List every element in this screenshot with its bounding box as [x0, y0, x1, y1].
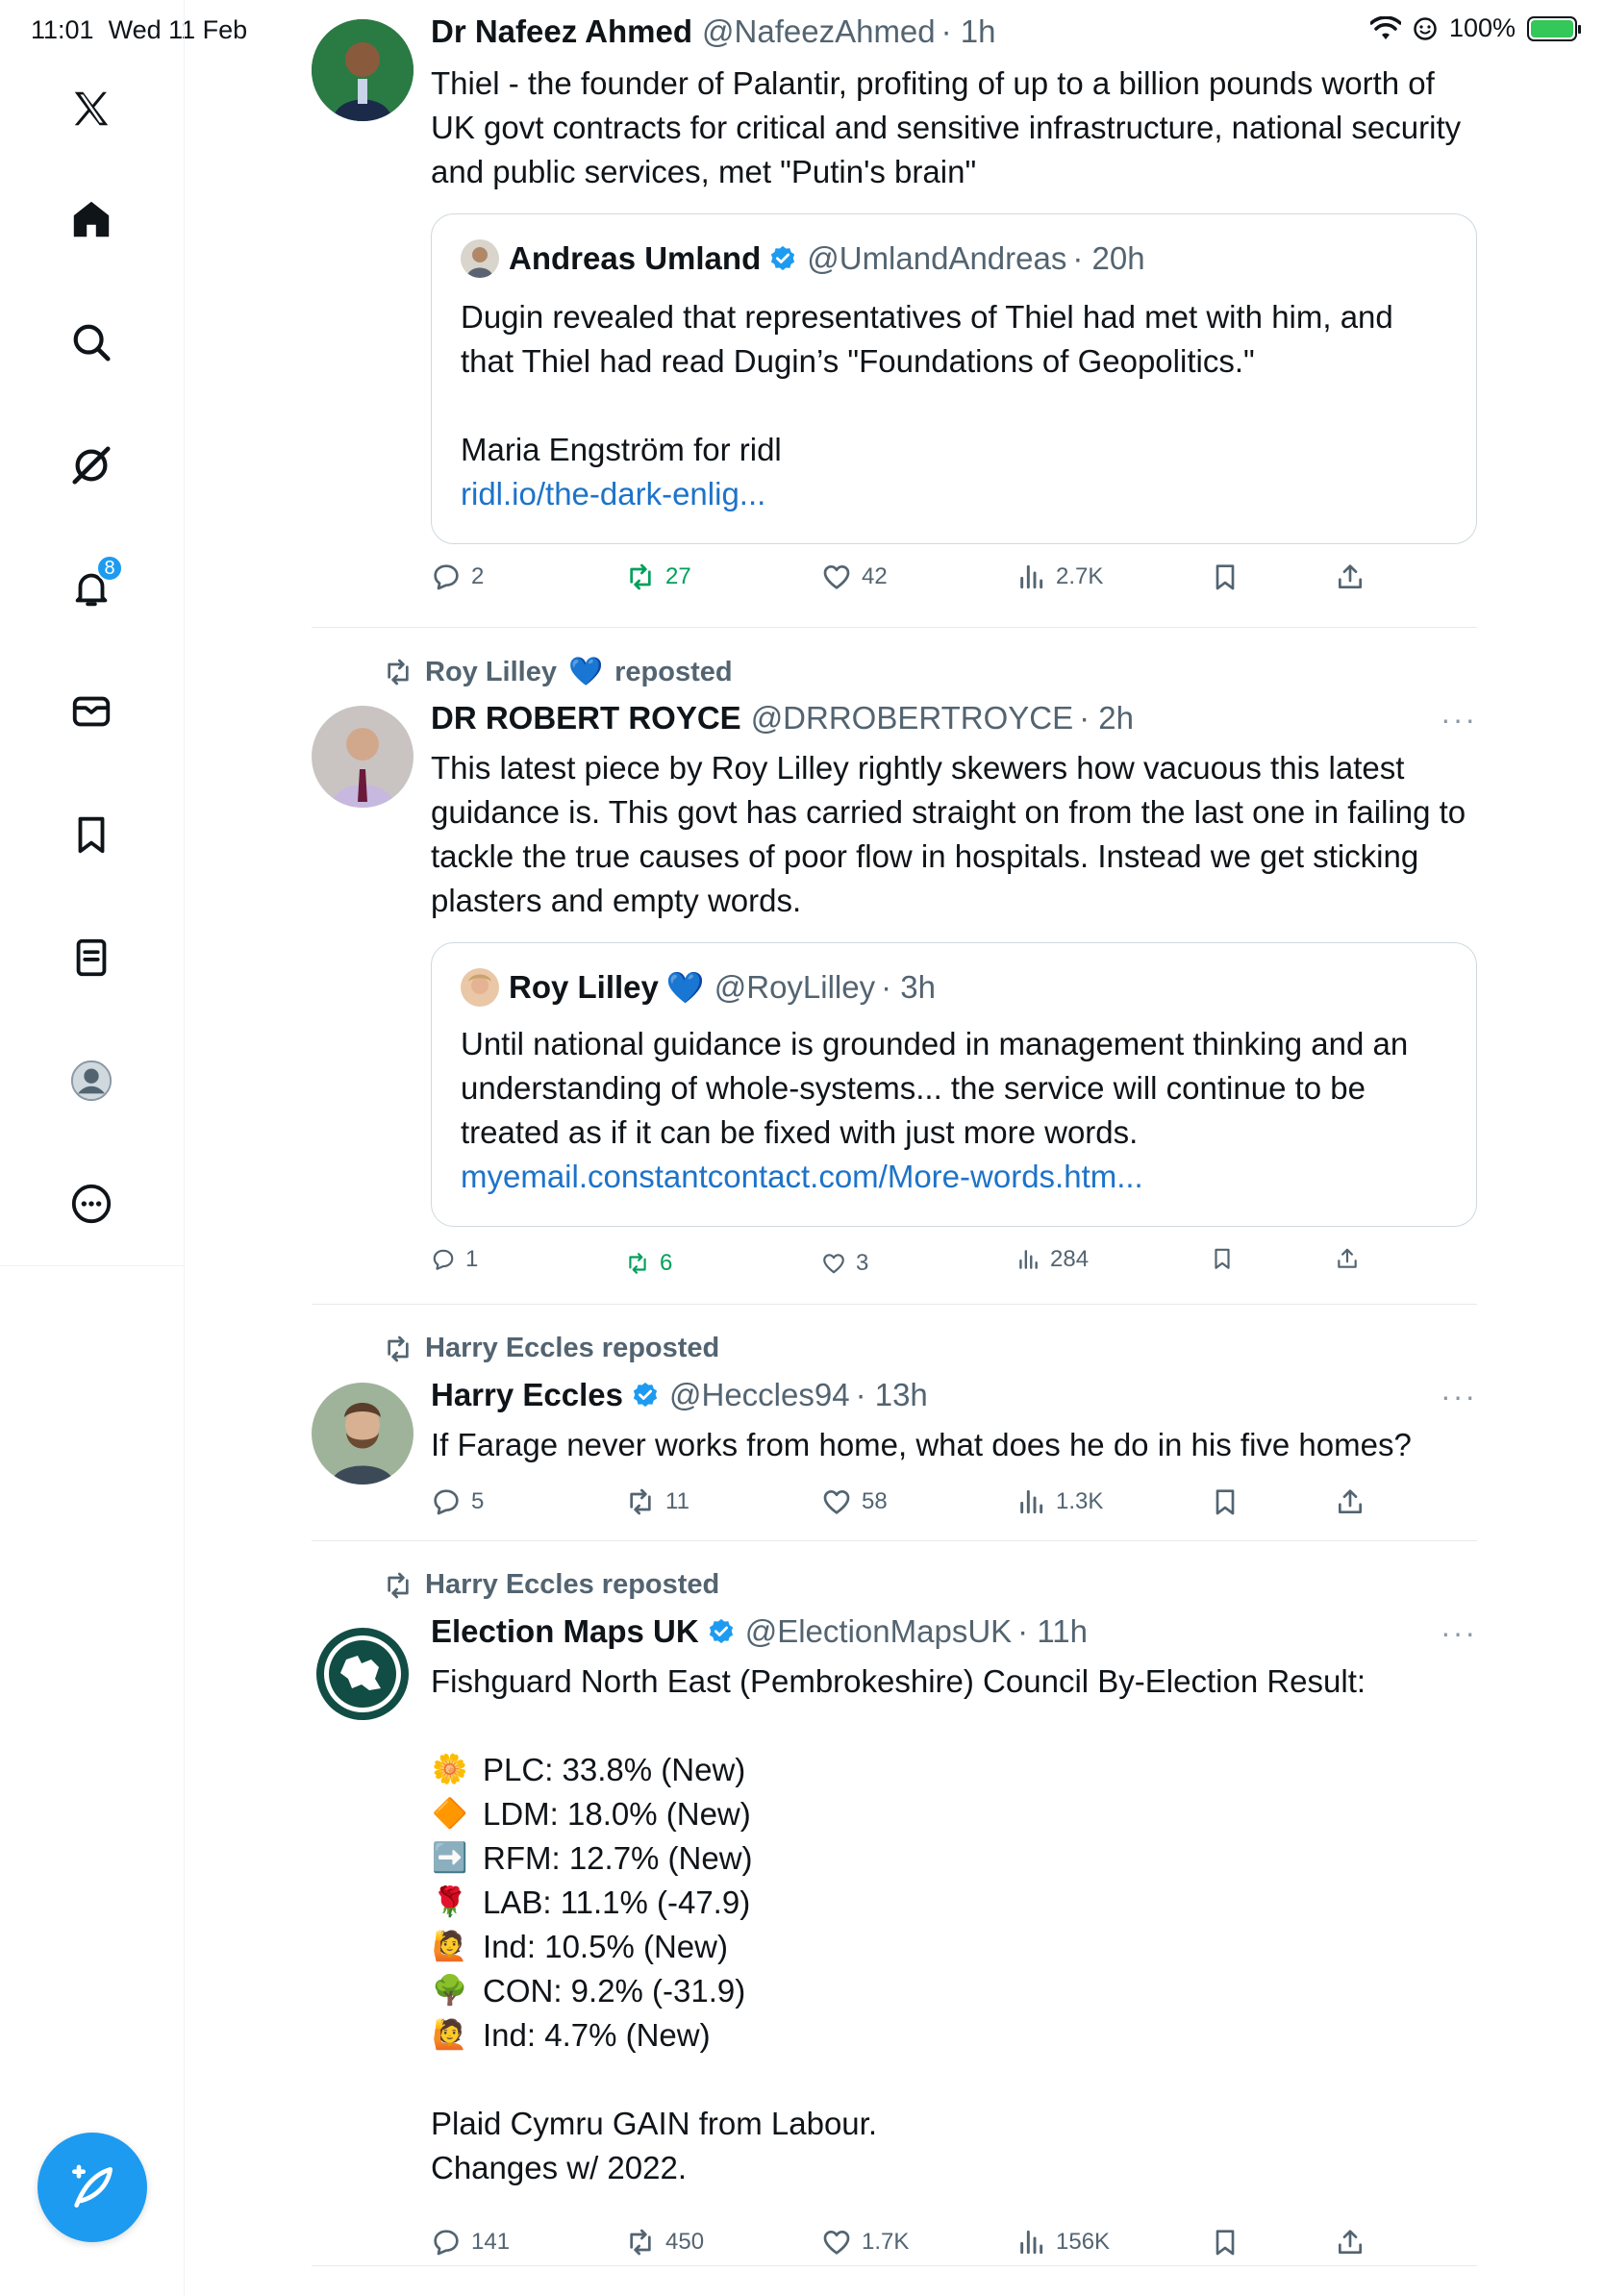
reply-count: 5	[471, 1488, 485, 1514]
sidebar-divider	[0, 1265, 185, 1266]
post-header	[431, 13, 996, 50]
verified-badge-icon	[768, 244, 797, 273]
repost-count: 6	[660, 1250, 673, 1276]
quote-author-handle: @RoyLilley	[714, 969, 876, 1005]
result-row: 🌼 PLC: 33.8% (New)	[432, 1752, 746, 1787]
author-handle[interactable]: @Heccles94	[668, 1377, 850, 1412]
post-text: This latest piece by Roy Lilley rightly skewers how vacuous this latest guidance is. This govt has carried straight on from the last one in failing to tackle the true causes of poor flow in hospitals. Instead we get sticking plasters and empty words.	[431, 750, 1466, 918]
repost-small-icon	[383, 1570, 414, 1601]
grok-icon[interactable]	[63, 437, 119, 493]
result-row: 🙋 Ind: 4.7% (New)	[432, 2017, 711, 2053]
like-count: 3	[856, 1250, 869, 1276]
author-handle[interactable]: @ElectionMapsUK	[744, 1613, 1013, 1649]
post-divider	[312, 2265, 1477, 2266]
repost-button[interactable]	[625, 2227, 704, 2258]
verified-badge-icon	[631, 1381, 660, 1410]
bookmark-icon	[1210, 2227, 1241, 2258]
reply-count: 1	[465, 1246, 479, 1272]
repost-button[interactable]	[625, 1486, 689, 1517]
reposted-label: reposted	[614, 656, 733, 687]
search-icon[interactable]	[63, 314, 119, 370]
reposted-by-label[interactable]: Harry Eccles reposted	[425, 1333, 720, 1363]
bookmark-button[interactable]	[1210, 1246, 1235, 1271]
more-menu-icon[interactable]: ···	[1441, 1615, 1477, 1650]
repost-icon	[625, 1486, 656, 1517]
reposted-by-label[interactable]: Harry Eccles reposted	[425, 1569, 720, 1600]
more-options-icon[interactable]	[63, 1176, 119, 1232]
share-button[interactable]	[1335, 2227, 1366, 2258]
repost-count: 27	[665, 563, 691, 589]
reply-icon	[431, 1247, 456, 1272]
repost-button[interactable]	[625, 562, 691, 592]
quote-header	[461, 968, 936, 1007]
bookmark-button[interactable]	[1210, 1486, 1241, 1517]
quote-link[interactable]: ridl.io/the-dark-enlig...	[461, 476, 766, 512]
repost-small-icon	[383, 1334, 414, 1364]
views-button[interactable]	[1015, 1486, 1103, 1517]
more-menu-icon[interactable]: ···	[1441, 1379, 1477, 1413]
repost-count: 11	[665, 1488, 689, 1514]
heart-icon	[821, 1251, 846, 1276]
person-raising-hand-emoji-icon: 🙋	[432, 1931, 468, 1962]
author-name[interactable]: Harry Eccles	[431, 1377, 623, 1412]
share-icon	[1335, 1486, 1366, 1517]
quoted-post[interactable]	[431, 213, 1477, 544]
post-header	[431, 1613, 1088, 1650]
author-name[interactable]: Dr Nafeez Ahmed	[431, 13, 693, 49]
reply-button[interactable]	[431, 2227, 510, 2258]
author-handle[interactable]: @NafeezAhmed	[702, 13, 936, 49]
bookmark-icon	[1210, 1486, 1241, 1517]
reply-count: 2	[471, 563, 485, 589]
status-time: 11:01 Wed 11 Feb	[31, 15, 248, 44]
results-list	[431, 1748, 753, 2058]
repost-indicator	[383, 1569, 719, 1601]
quote-header	[461, 239, 1145, 278]
blue-heart-emoji: 💙	[568, 657, 604, 687]
like-button[interactable]	[821, 562, 888, 592]
repost-indicator	[383, 1333, 719, 1364]
heart-icon	[821, 2227, 852, 2258]
quote-text: Dugin revealed that representatives of Thiel had met with him, and that Thiel had read Dugin’s "Foundations of Geopolitics." Maria Engström for ridl	[461, 299, 1393, 467]
reply-button[interactable]	[431, 1486, 484, 1517]
home-icon[interactable]	[63, 191, 119, 247]
reply-count: 141	[471, 2229, 511, 2255]
rose-emoji-icon: 🌹	[432, 1886, 468, 1918]
post-divider	[312, 1540, 1477, 1541]
quote-avatar	[461, 239, 499, 278]
result-row: 🌹 LAB: 11.1% (-47.9)	[432, 1884, 751, 1920]
reply-icon	[431, 2227, 462, 2258]
more-menu-icon[interactable]: ···	[1441, 702, 1477, 736]
post-actions	[431, 562, 1412, 600]
post-actions	[431, 1486, 1412, 1525]
views-chart-icon	[1015, 562, 1046, 592]
like-button[interactable]	[821, 2227, 909, 2258]
focus-icon	[1413, 16, 1438, 41]
author-name[interactable]: Election Maps UK	[431, 1613, 699, 1649]
bookmark-icon	[1210, 562, 1241, 592]
battery-icon	[1527, 16, 1577, 41]
post-divider	[312, 1304, 1477, 1305]
sidebar	[0, 0, 185, 2296]
post-time: · 2h	[1079, 700, 1134, 736]
verified-badge-icon	[707, 1617, 736, 1646]
repost-count: 450	[665, 2229, 705, 2255]
like-count: 42	[862, 563, 888, 589]
views-count: 156K	[1056, 2229, 1111, 2255]
repost-button[interactable]	[625, 1250, 672, 1277]
reply-icon	[431, 1486, 462, 1517]
x-logo-icon[interactable]	[63, 81, 119, 137]
views-count: 2.7K	[1056, 563, 1104, 589]
post-divider	[312, 627, 1477, 628]
avatar[interactable]	[312, 706, 414, 808]
bookmark-button[interactable]	[1210, 562, 1241, 592]
share-button[interactable]	[1335, 1246, 1360, 1271]
post-footer-text: Plaid Cymru GAIN from Labour. Changes w/ 2022.	[431, 2106, 877, 2185]
post-time: · 11h	[1017, 1613, 1088, 1649]
views-button[interactable]	[1015, 2227, 1110, 2258]
reply-button[interactable]	[431, 562, 484, 592]
repost-icon	[625, 1251, 650, 1276]
battery-percent: 100%	[1448, 13, 1516, 42]
views-count: 1.3K	[1056, 1488, 1104, 1514]
author-name[interactable]: DR ROBERT ROYCE	[431, 700, 741, 736]
post-text: Thiel - the founder of Palantir, profiting of up to a billion pounds worth of UK govt contracts for critical and sensitive infrastructure, national security and public services, met "Putin's brain"	[431, 65, 1462, 189]
repost-small-icon	[383, 657, 414, 687]
post-text: Fishguard North East (Pembrokeshire) Council By-Election Result:	[431, 1663, 1366, 1699]
reply-icon	[431, 562, 462, 592]
blue-heart-emoji: 💙	[665, 970, 705, 1005]
quote-avatar	[461, 968, 499, 1007]
heart-icon	[821, 562, 852, 592]
heart-icon	[821, 1486, 852, 1517]
quote-author-handle: @UmlandAndreas	[807, 240, 1067, 276]
bookmarks-icon[interactable]	[63, 807, 119, 862]
notifications-icon[interactable]	[63, 557, 119, 616]
result-row: ➡️ RFM: 12.7% (New)	[432, 1840, 753, 1876]
lists-icon[interactable]	[63, 930, 119, 986]
avatar[interactable]	[312, 1383, 414, 1485]
quote-time: · 3h	[881, 969, 936, 1005]
result-row: 🌳 CON: 9.2% (-31.9)	[432, 1973, 746, 2009]
post-time: · 1h	[940, 13, 996, 49]
like-button[interactable]	[821, 1250, 868, 1277]
daisy-emoji-icon: 🌼	[432, 1754, 468, 1785]
quoted-post[interactable]	[431, 942, 1477, 1227]
tree-emoji-icon: 🌳	[432, 1975, 468, 2007]
views-chart-icon	[1015, 1486, 1046, 1517]
status-indicators	[1370, 13, 1577, 43]
quote-author-name: Roy Lilley	[509, 969, 659, 1005]
notifications-badge: 8	[96, 555, 123, 582]
right-arrow-emoji-icon: ➡️	[432, 1842, 468, 1874]
avatar[interactable]	[312, 19, 414, 121]
result-row: 🔶 LDM: 18.0% (New)	[432, 1796, 751, 1832]
quote-text: Until national guidance is grounded in management thinking and an understanding of whole-systems... the service will continue to be treated as if it can be fixed with just more words.	[461, 1026, 1409, 1150]
messages-icon[interactable]	[63, 684, 119, 739]
bookmark-icon	[1210, 1246, 1235, 1271]
quote-time: · 20h	[1072, 240, 1145, 276]
views-chart-icon	[1015, 1247, 1040, 1272]
like-count: 1.7K	[862, 2229, 910, 2255]
views-button[interactable]	[1015, 562, 1103, 592]
bookmark-button[interactable]	[1210, 2227, 1241, 2258]
post-actions	[431, 2227, 1412, 2265]
views-chart-icon	[1015, 2227, 1046, 2258]
quote-link[interactable]: myemail.constantcontact.com/More-words.htm...	[461, 1159, 1143, 1194]
compose-feather-icon	[65, 2160, 119, 2214]
result-row: 🙋 Ind: 10.5% (New)	[432, 1929, 728, 1964]
share-icon	[1335, 1246, 1360, 1271]
avatar[interactable]	[312, 1623, 414, 1725]
author-handle[interactable]: @DRROBERTROYCE	[750, 700, 1074, 736]
like-count: 58	[862, 1488, 888, 1514]
repost-icon	[625, 2227, 656, 2258]
profile-avatar-icon[interactable]	[63, 1053, 119, 1109]
views-button[interactable]	[1015, 1246, 1089, 1273]
share-button[interactable]	[1335, 1486, 1366, 1517]
reposted-by-name[interactable]: Roy Lilley	[425, 656, 557, 687]
post-actions	[431, 1246, 1412, 1285]
post-time: · 13h	[855, 1377, 928, 1412]
share-icon	[1335, 2227, 1366, 2258]
repost-icon	[625, 562, 656, 592]
reply-button[interactable]	[431, 1246, 478, 1273]
like-button[interactable]	[821, 1486, 888, 1517]
views-count: 284	[1050, 1246, 1090, 1272]
post-header	[431, 1377, 928, 1413]
share-button[interactable]	[1335, 562, 1366, 592]
compose-button[interactable]	[38, 2133, 147, 2242]
wifi-icon	[1370, 16, 1401, 41]
share-icon	[1335, 562, 1366, 592]
quote-author-name: Andreas Umland	[509, 240, 762, 276]
post-text: If Farage never works from home, what does he do in his five homes?	[431, 1427, 1412, 1462]
person-raising-hand-emoji-icon: 🙋	[432, 2019, 468, 2051]
orange-diamond-emoji-icon: 🔶	[432, 1798, 468, 1830]
repost-indicator	[383, 656, 733, 688]
post-header	[431, 700, 1596, 736]
